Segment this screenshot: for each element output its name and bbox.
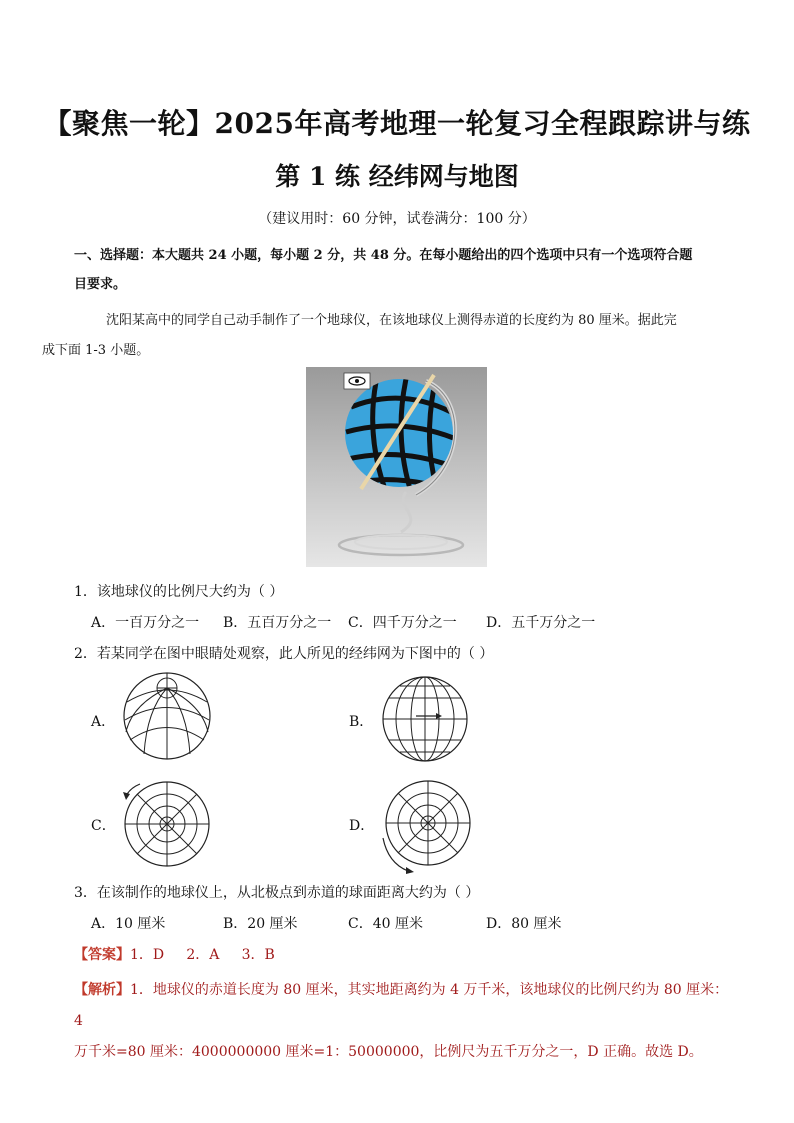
graticule-diagram-a [122,670,212,766]
answer-label: 【答案】 [74,947,130,963]
question-2-stem: 2．若某同学在图中眼睛处观察，此人所见的经纬网为下图中的（ ） [74,646,494,662]
analysis-label: 【解析】 [74,982,130,998]
intro-line2: 成下面 1-3 小题。 [42,343,150,358]
analysis-block [74,975,734,1068]
graticule-diagram-b [380,674,470,768]
question-intro [42,306,724,366]
answer-text: 1．D 2．A 3．B [130,947,275,963]
section-heading: 一、选择题： [74,248,153,263]
globe-photo [306,367,487,567]
q1-option-c[interactable]: C．四千万分之一 [348,615,457,631]
q2-option-c[interactable]: C． [91,818,116,834]
document-title: 【聚焦一轮】2025年高考地理一轮复习全程跟踪讲与练 [43,107,751,140]
q3-option-c[interactable]: C．40 厘米 [348,916,423,932]
section-rule-line1: 本大题共 24 小题，每小题 2 分，共 48 分。在每小题给出的四个选项中只有一个选项符合题 [152,248,693,263]
time-note: （建议用时：60 分钟，试卷满分：100 分） [258,211,536,227]
analysis-line2: 万千米=80 厘米：4000000000 厘米=1：50000000，比例尺为五千万分之一，D 正确。故选 D。 [74,1044,703,1060]
answer-line [74,944,275,964]
graticule-diagram-c [120,778,212,874]
q3-option-b[interactable]: B．20 厘米 [223,916,298,932]
q2-option-a[interactable]: A． [91,714,116,730]
q2-option-b[interactable]: B． [349,714,374,730]
q2-option-d[interactable]: D． [349,818,375,834]
question-3-stem: 3．在该制作的地球仪上，从北极点到赤道的球面距离大约为（ ） [74,885,480,901]
q1-option-d[interactable]: D．五千万分之一 [486,615,596,631]
question-1-stem: 1．该地球仪的比例尺大约为（ ） [74,584,284,600]
intro-line1: 沈阳某高中的同学自己动手制作了一个地球仪，在该地球仪上测得赤道的长度约为 80 厘米。据此完 [106,313,677,328]
eye-icon [344,373,370,389]
q1-option-b[interactable]: B．五百万分之一 [223,615,332,631]
exercise-title: 第 1 练 经纬网与地图 [275,162,519,191]
section-instructions [74,241,724,299]
q3-option-a[interactable]: A．10 厘米 [91,916,166,932]
section-rule-line2: 目要求。 [74,277,127,292]
q3-option-d[interactable]: D．80 厘米 [486,916,562,932]
graticule-diagram-d [378,778,474,878]
q1-option-a[interactable]: A．一百万分之一 [91,615,200,631]
analysis-line1: 1．地球仪的赤道长度为 80 厘米，其实地距离约为 4 万千米，该地球仪的比例尺约为 80 厘米：4 [74,982,729,1029]
